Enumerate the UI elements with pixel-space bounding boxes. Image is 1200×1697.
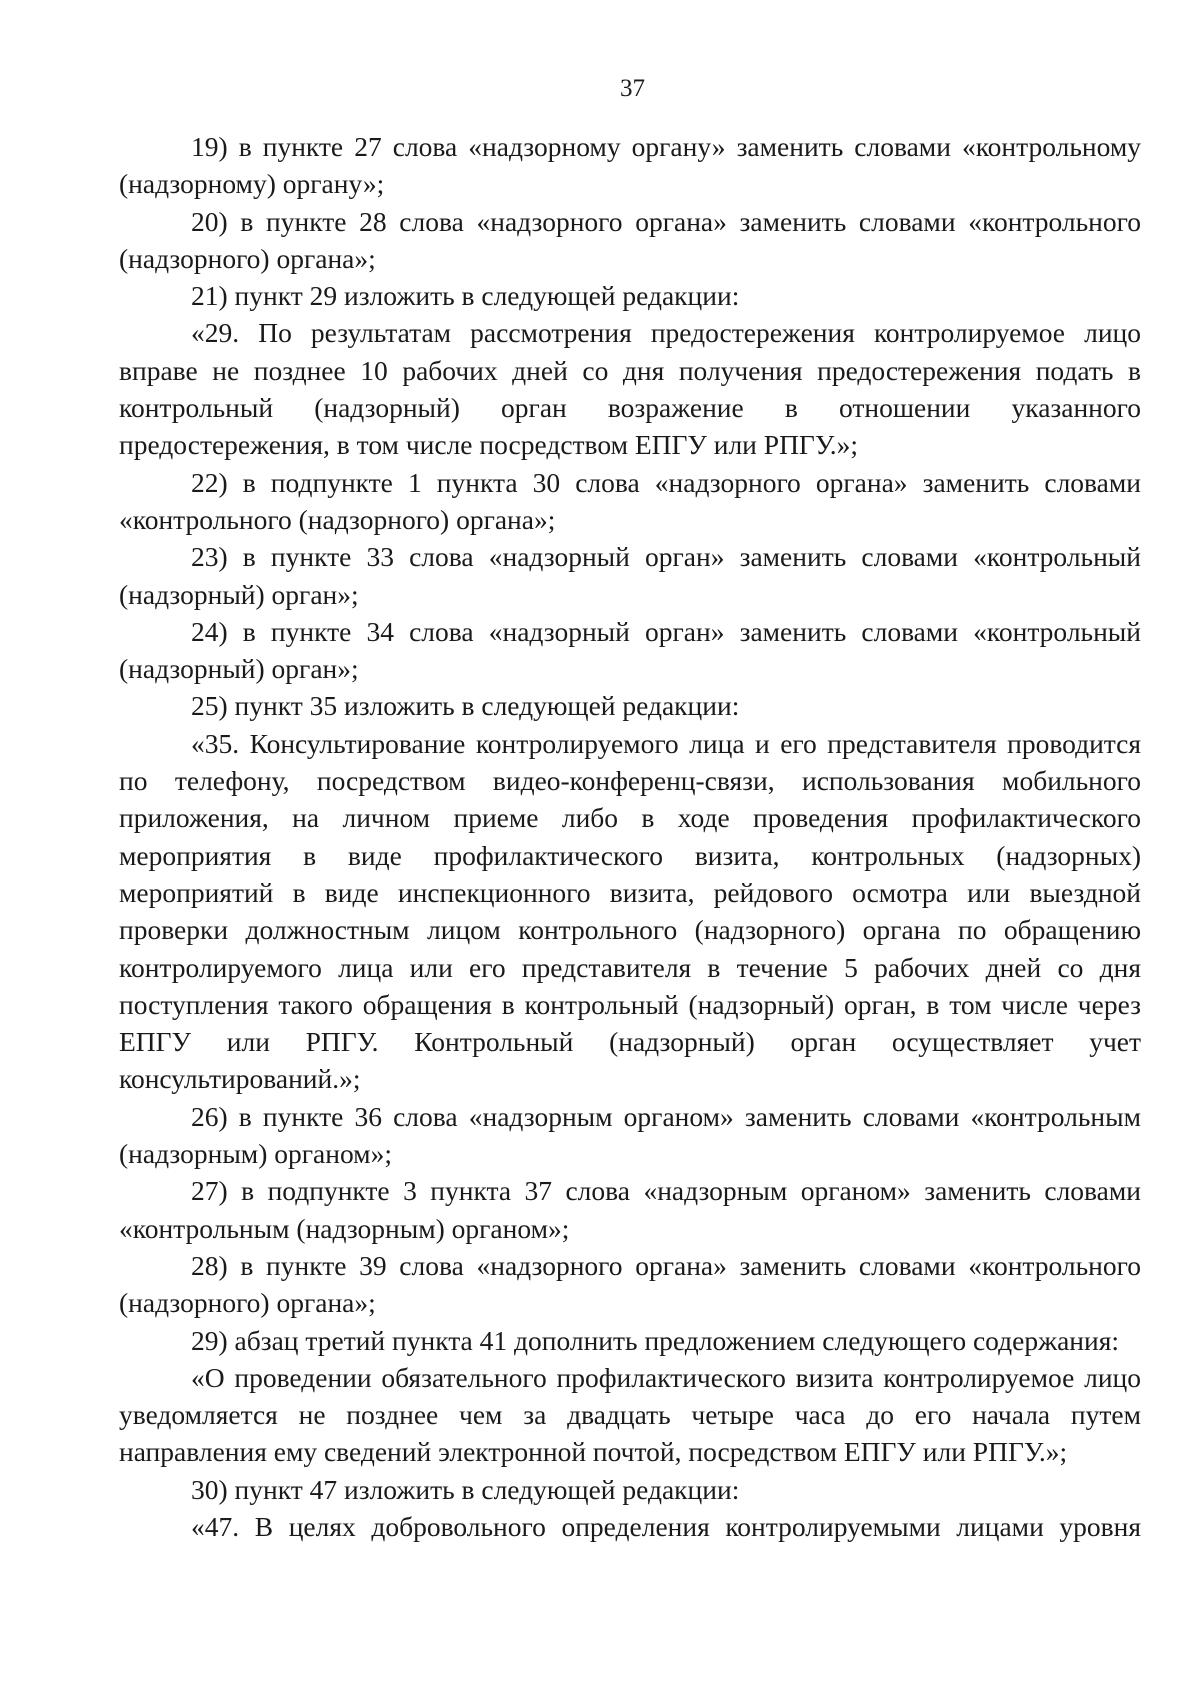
paragraph-35-text: «35. Консультирование контролируемого лица и его представителя проводится по телефону, посредством видео-конференц-связи, использования мобильного приложения, на личном приеме либо в ходе проведения профилактического мероприятия в виде профилактического визита, контрольных (надзорных) мероприятий в виде инспекционного визита, рейдового осмотра или выездной проверки должностным лицом контрольного (надзорного) органа по обращению контролируемого лица или его представителя в течение 5 рабочих дней со дня поступления такого обращения в контрольный (надзорный) орган, в том числе через ЕПГУ или РПГУ. Контрольный (надзорный) орган осуществляет учет консультирований.»; <box>119 727 1141 1095</box>
paragraph-20: 20) в пункте 28 слова «надзорного органа» заменить словами «контрольного (надзорного) органа»; <box>119 205 1141 274</box>
document-body <box>119 128 1141 1545</box>
paragraph-26: 26) в пункте 36 слова «надзорным органом» заменить словами «контрольным (надзорным) органом»; <box>119 1100 1141 1170</box>
paragraph-30: 30) пункт 47 изложить в следующей редакции: <box>191 1473 740 1505</box>
page-number: 37 <box>620 75 645 102</box>
paragraph-29: 29) абзац третий пункта 41 дополнить предложением следующего содержания: <box>191 1324 1120 1356</box>
paragraph-23: 23) в пункте 33 слова «надзорный орган» заменить словами «контрольный (надзорный) орган»; <box>119 541 1141 610</box>
paragraph-47-text: «47. В целях добровольного определения контролируемыми лицами уровня <box>191 1510 1141 1542</box>
paragraph-25: 25) пункт 35 изложить в следующей редакции: <box>191 690 740 722</box>
paragraph-19: 19) в пункте 27 слова «надзорному органу» заменить словами «контрольному (надзорному) органу»; <box>119 131 1141 200</box>
paragraph-21: 21) пункт 29 изложить в следующей редакции: <box>191 280 740 312</box>
paragraph-22: 22) в подпункте 1 пункта 30 слова «надзорного органа» заменить словами «контрольного (надзорного) органа»; <box>119 466 1141 535</box>
paragraph-29-text: «29. По результатам рассмотрения предостережения контролируемое лицо вправе не позднее 10 рабочих дней со дня получения предостережения подать в контрольный (надзорный) орган возражение в отношении указанного предостережения, в том числе посредством ЕПГУ или РПГУ.»; <box>119 317 1141 461</box>
paragraph-28: 28) в пункте 39 слова «надзорного органа» заменить словами «контрольного (надзорного) органа»; <box>119 1249 1141 1319</box>
paragraph-24: 24) в пункте 34 слова «надзорный орган» заменить словами «контрольный (надзорный) орган»; <box>119 615 1141 685</box>
paragraph-27: 27) в подпункте 3 пункта 37 слова «надзорным органом» заменить словами «контрольным (надзорным) органом»; <box>119 1175 1141 1244</box>
paragraph-41-addition: «О проведении обязательного профилактического визита контролируемое лицо уведомляется не позднее чем за двадцать четыре часа до его начала путем направления ему сведений электронной почтой, посредством ЕПГУ или РПГУ.»; <box>119 1361 1141 1468</box>
